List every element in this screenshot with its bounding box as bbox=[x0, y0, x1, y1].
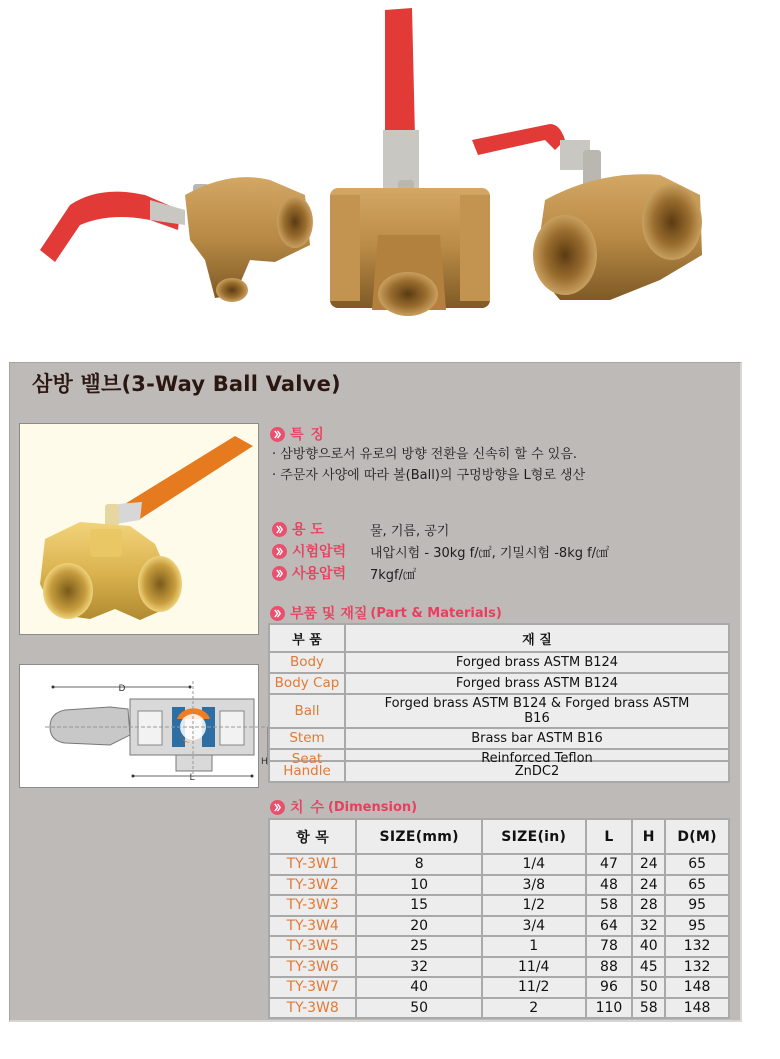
label-h: H bbox=[261, 757, 268, 767]
product-photo bbox=[19, 423, 259, 635]
length-l: 58 bbox=[586, 895, 633, 916]
table-row-clipped bbox=[269, 749, 729, 761]
size-in: 2 bbox=[482, 998, 586, 1019]
chevron-right-icon bbox=[270, 800, 285, 815]
spec-test-pressure bbox=[272, 541, 609, 561]
table-row bbox=[269, 673, 729, 694]
height-h: 28 bbox=[632, 895, 665, 916]
label-d: D bbox=[118, 684, 126, 694]
d-m: 95 bbox=[665, 916, 729, 937]
materials-table bbox=[268, 623, 730, 783]
column-header: 항 목 bbox=[269, 819, 356, 854]
height-h: 58 bbox=[632, 998, 665, 1019]
size-mm: 32 bbox=[356, 957, 482, 978]
size-mm: 15 bbox=[356, 895, 482, 916]
spec-working-pressure bbox=[272, 563, 416, 583]
spec-value: 7kgf/㎠ bbox=[370, 567, 417, 583]
model-code: TY-3W4 bbox=[269, 916, 356, 937]
part-name: Stem bbox=[269, 728, 345, 749]
table-row bbox=[269, 957, 729, 978]
spec-value: 물, 기름, 공기 bbox=[370, 523, 450, 539]
material-value: Forged brass ASTM B124 bbox=[345, 652, 729, 673]
size-in: 11/4 bbox=[482, 957, 586, 978]
part-name: Seat bbox=[291, 751, 323, 767]
chevron-right-icon bbox=[272, 566, 287, 581]
table-row bbox=[269, 875, 729, 896]
table-row bbox=[269, 694, 729, 728]
model-code: TY-3W6 bbox=[269, 957, 356, 978]
size-mm: 8 bbox=[356, 854, 482, 875]
spec-usage bbox=[272, 519, 449, 539]
material-value: Reinforced Teflon bbox=[481, 751, 593, 766]
left-valve bbox=[40, 177, 313, 302]
material-value: Brass bar ASTM B16 bbox=[345, 728, 729, 749]
right-valve bbox=[472, 124, 702, 300]
height-h: 32 bbox=[632, 916, 665, 937]
table-row bbox=[269, 998, 729, 1019]
size-mm: 40 bbox=[356, 977, 482, 998]
material-value: ZnDC2 bbox=[345, 761, 729, 782]
chevron-right-icon bbox=[270, 606, 285, 621]
dimension-diagram bbox=[19, 664, 268, 788]
length-l: 48 bbox=[586, 875, 633, 896]
dimensions-heading: 치 수 (Dimension) bbox=[270, 797, 417, 817]
label-l: L bbox=[189, 773, 195, 783]
material-value: Forged brass ASTM B124 & Forged brass ASTM B16 bbox=[345, 694, 729, 728]
part-name: Ball bbox=[269, 694, 345, 728]
column-header: 재 질 bbox=[345, 624, 729, 652]
chevron-right-icon bbox=[272, 544, 287, 559]
column-header: H bbox=[632, 819, 665, 854]
d-m: 148 bbox=[665, 998, 729, 1019]
height-h: 40 bbox=[632, 936, 665, 957]
model-code: TY-3W7 bbox=[269, 977, 356, 998]
page-title: 삼방 밸브(3-Way Ball Valve) bbox=[32, 372, 341, 396]
column-header: SIZE(in) bbox=[482, 819, 586, 854]
length-l: 110 bbox=[586, 998, 633, 1019]
table-row bbox=[269, 895, 729, 916]
feature-line: · 삼방향으로서 유로의 방향 전환을 신속히 할 수 있음. bbox=[272, 447, 578, 462]
d-m: 65 bbox=[665, 854, 729, 875]
column-header: L bbox=[586, 819, 633, 854]
length-l: 88 bbox=[586, 957, 633, 978]
column-header: D(M) bbox=[665, 819, 729, 854]
dimensions-table bbox=[268, 818, 730, 1019]
model-code: TY-3W1 bbox=[269, 854, 356, 875]
length-l: 78 bbox=[586, 936, 633, 957]
spec-label: 시험압력 bbox=[292, 544, 347, 560]
part-name: Body Cap bbox=[269, 673, 345, 694]
table-header-row bbox=[269, 624, 729, 652]
table-row bbox=[269, 854, 729, 875]
feature-line: · 주문자 사양에 따라 볼(Ball)의 구멍방향을 L형로 생산 bbox=[272, 468, 586, 483]
middle-valve bbox=[330, 8, 490, 316]
table-row bbox=[269, 936, 729, 957]
height-h: 50 bbox=[632, 977, 665, 998]
d-m: 132 bbox=[665, 957, 729, 978]
spec-value: 내압시험 - 30kg f/㎠, 기밀시험 -8kg f/㎠ bbox=[370, 545, 610, 561]
height-h: 24 bbox=[632, 875, 665, 896]
table-row bbox=[269, 916, 729, 937]
hero-product-photo bbox=[0, 0, 780, 355]
size-in: 1/2 bbox=[482, 895, 586, 916]
spec-label: 용 도 bbox=[292, 522, 324, 538]
table-row bbox=[269, 652, 729, 673]
length-l: 96 bbox=[586, 977, 633, 998]
column-header: 부 품 bbox=[269, 624, 345, 652]
height-h: 24 bbox=[632, 854, 665, 875]
size-mm: 50 bbox=[356, 998, 482, 1019]
model-code: TY-3W3 bbox=[269, 895, 356, 916]
spec-label: 사용압력 bbox=[292, 566, 347, 582]
column-header: SIZE(mm) bbox=[356, 819, 482, 854]
chevron-right-icon bbox=[270, 427, 285, 442]
size-mm: 25 bbox=[356, 936, 482, 957]
d-m: 132 bbox=[665, 936, 729, 957]
d-m: 95 bbox=[665, 895, 729, 916]
model-code: TY-3W2 bbox=[269, 875, 356, 896]
length-l: 47 bbox=[586, 854, 633, 875]
size-in: 1/4 bbox=[482, 854, 586, 875]
material-value: Forged brass ASTM B124 bbox=[345, 673, 729, 694]
d-m: 65 bbox=[665, 875, 729, 896]
part-name: Handle bbox=[269, 761, 345, 782]
chevron-right-icon bbox=[272, 522, 287, 537]
size-mm: 10 bbox=[356, 875, 482, 896]
table-row bbox=[269, 728, 729, 749]
materials-heading: 부품 및 재질 (Part & Materials) bbox=[270, 603, 502, 623]
features-heading: 특 징 bbox=[270, 424, 325, 444]
table-header-row bbox=[269, 819, 729, 854]
d-m: 148 bbox=[665, 977, 729, 998]
part-name: Body bbox=[269, 652, 345, 673]
size-in: 11/2 bbox=[482, 977, 586, 998]
height-h: 45 bbox=[632, 957, 665, 978]
size-in: 1 bbox=[482, 936, 586, 957]
size-in: 3/8 bbox=[482, 875, 586, 896]
model-code: TY-3W5 bbox=[269, 936, 356, 957]
length-l: 64 bbox=[586, 916, 633, 937]
size-mm: 20 bbox=[356, 916, 482, 937]
size-in: 3/4 bbox=[482, 916, 586, 937]
model-code: TY-3W8 bbox=[269, 998, 356, 1019]
table-row bbox=[269, 977, 729, 998]
